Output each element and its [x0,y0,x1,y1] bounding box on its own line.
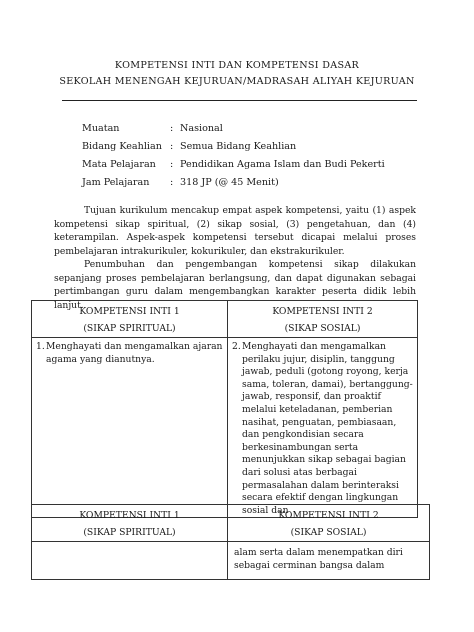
header-ki1: KOMPETENSI INTI 1 (SIKAP SPIRITUAL) [32,505,228,542]
ki2-continued-cell: alam serta dalam menempatkan diri sebagai cerminan bangsa dalam [228,542,430,580]
meta-label: Jam Pelajaran [82,177,150,188]
meta-value: 318 JP (@ 45 Menit) [180,177,279,188]
meta-label: Muatan [82,123,120,134]
attitude-paragraph: Penumbuhan dan pengembangan kompetensi sikap dilakukan sepanjang proses pembelajaran berlangsung, dan dapat digunakan sebagai pertimbangan guru dalam mengembangkan karakter peserta didik lebih lanjut. [54,259,416,311]
meta-label: Mata Pelajaran [82,159,156,170]
meta-value: Nasional [180,123,223,134]
ki2-text: Menghayati dan mengamalkan perilaku jujur, disiplin, tanggung jawab, peduli (gotong royong, kerja sama, toleran, damai), bertanggung-jawab, responsif, dan proaktif melalui keteladanan, pemberian nasihat, penguatan, pembiasaan, dan pengkondisian secara berkesinambungan serta menunjukkan sikap sebagai bagian dari solusi atas berbagai permasalahan dalam berinteraksi secara efektif dengan lingkungan sosial dan [242,341,413,516]
meta-row-jam-pelajaran: Jam Pelajaran : 318 JP (@ 45 Menit) [82,174,385,192]
competency-table-continued [31,504,430,580]
table-header-row [32,505,430,542]
ki2-number: 2. [232,341,241,352]
document-subtitle: SEKOLAH MENENGAH KEJURUAN/MADRASAH ALIYAH KEJURUAN [59,76,415,87]
meta-row-muatan: Muatan : Nasional [82,120,385,138]
header-ki2: KOMPETENSI INTI 2 (SIKAP SOSIAL) [228,301,418,338]
meta-label: Bidang Keahlian [82,141,162,152]
meta-row-mata-pelajaran: Mata Pelajaran : Pendidikan Agama Islam dan Budi Pekerti [82,156,385,174]
ki1-cell [32,338,228,518]
table-row [32,542,430,580]
subject-info [82,120,385,192]
meta-value: Pendidikan Agama Islam dan Budi Pekerti [180,159,385,170]
header-ki1: KOMPETENSI INTI 1 (SIKAP SPIRITUAL) [32,301,228,338]
intro-paragraph: Tujuan kurikulum mencakup empat aspek kompetensi, yaitu (1) aspek kompetensi sikap spiritual, (2) sikap sosial, (3) pengetahuan, dan (4) keterampilan. Aspek-aspek kompetensi tersebut dicapai melalui proses pembelajaran intrakurikuler, kokurikuler, dan ekstrakurikuler. [54,205,416,257]
ki1-text: Menghayati dan mengamalkan ajaran agama yang dianutnya. [46,341,223,365]
competency-table [31,300,418,518]
table-header-row [32,301,418,338]
table-row [32,338,418,518]
ki1-number: 1. [36,341,45,352]
ki1-cell-empty [32,542,228,580]
meta-row-bidang-keahlian: Bidang Keahlian : Semua Bidang Keahlian [82,138,385,156]
ki2-cell [228,338,418,518]
meta-value: Semua Bidang Keahlian [180,141,297,152]
header-ki2: KOMPETENSI INTI 2 (SIKAP SOSIAL) [228,505,430,542]
document-title: KOMPETENSI INTI DAN KOMPETENSI DASAR [114,60,360,71]
title-divider [62,100,417,101]
